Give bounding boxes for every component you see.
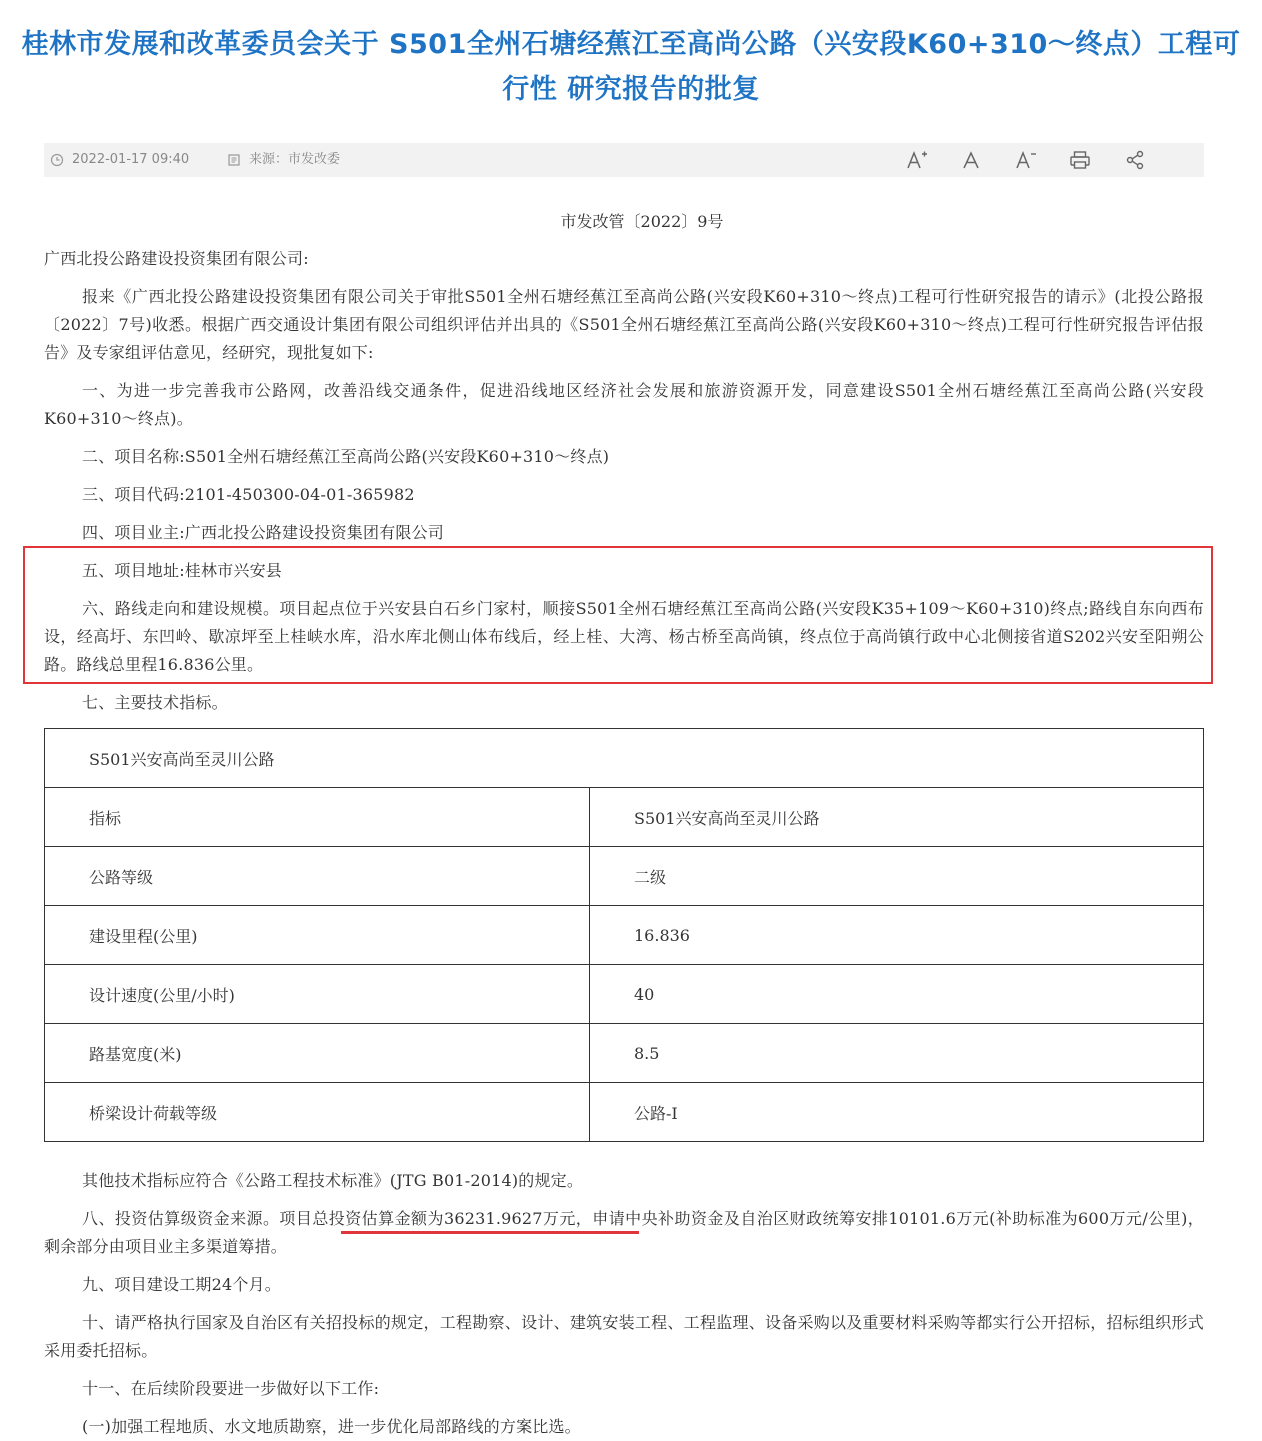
standards-paragraph: 其他技术指标应符合《公路工程技术标准》(JTG B01-2014)的规定。: [82, 1171, 584, 1190]
table-cell: 公路等级: [45, 847, 590, 906]
font-smaller-icon: [1014, 149, 1038, 171]
paragraph-11-1: (一)加强工程地质、水文地质勘察，进一步优化局部路线的方案比选。: [82, 1417, 581, 1436]
paragraph-6: 六、路线走向和建设规模。项目起点位于兴安县白石乡门家村，顺接S501全州石塘经蕉江至高尚公路(兴安段K35+109～K60+310)终点;路线自东向西布设，经高圩、东凹岭、歇凉坪至上桂峡水库，沿水库北侧山体布线后，经上桂、大湾、杨古桥至高尚镇，终点位于高尚镇行政中心北侧接省道S202兴安至阳朔公路。路线总里程16.836公里。: [44, 599, 1204, 674]
paragraph-3: 三、项目代码:2101-450300-04-01-365982: [82, 485, 415, 504]
document-number: 市发改管〔2022〕9号: [560, 212, 724, 231]
table-cell: 设计速度(公里/小时): [45, 965, 590, 1024]
table-cell: 桥梁设计荷载等级: [45, 1083, 590, 1142]
table-row: [45, 1083, 1204, 1142]
paragraph-7: 七、主要技术指标。: [82, 693, 228, 712]
font-larger-button[interactable]: [903, 147, 931, 173]
share-button[interactable]: [1121, 147, 1149, 173]
font-larger-icon: [905, 149, 929, 171]
table-cell: 建设里程(公里): [45, 906, 590, 965]
table-row: [45, 906, 1204, 965]
table-caption-row: [45, 729, 1204, 788]
table-cell: S501兴安高尚至灵川公路: [590, 788, 1204, 847]
article-source: [227, 143, 340, 177]
table-cell: 路基宽度(米): [45, 1024, 590, 1083]
font-smaller-button[interactable]: [1012, 147, 1040, 173]
table-cell: 公路-Ⅰ: [590, 1083, 1204, 1142]
paragraph-5: 五、项目地址:桂林市兴安县: [82, 561, 282, 580]
paragraph-10: 十、请严格执行国家及自治区有关招投标的规定，工程勘察、设计、建筑安装工程、工程监理、设备采购以及重要材料采购等都实行公开招标，招标组织形式采用委托招标。: [44, 1313, 1204, 1360]
table-cell: 二级: [590, 847, 1204, 906]
article-title: 桂林市发展和改革委员会关于 S501全州石塘经蕉江至高尚公路（兴安段K60+310～终点）工程可行性 研究报告的批复: [21, 29, 1241, 105]
printer-icon: [1069, 150, 1091, 170]
article-source-text: 来源：市发改委: [249, 152, 341, 167]
paragraph-1: 一、为进一步完善我市公路网，改善沿线交通条件，促进沿线地区经济社会发展和旅游资源开发，同意建设S501全州石塘经蕉江至高尚公路(兴安段K60+310～终点)。: [44, 381, 1204, 428]
font-normal-icon: [960, 149, 982, 171]
paragraph-2: 二、项目名称:S501全州石塘经蕉江至高尚公路(兴安段K60+310～终点): [82, 447, 610, 466]
print-button[interactable]: [1066, 147, 1094, 173]
document-body-top: [44, 245, 1204, 717]
font-normal-button[interactable]: [957, 147, 985, 173]
paragraph-9: 九、项目建设工期24个月。: [82, 1275, 281, 1294]
paragraph-11: 十一、在后续阶段要进一步做好以下工作:: [82, 1379, 380, 1398]
publish-date: [50, 143, 189, 177]
document-icon: [227, 153, 241, 167]
document-body-bottom: [44, 1167, 1204, 1441]
table-row: [45, 847, 1204, 906]
table-cell: 16.836: [590, 906, 1204, 965]
salutation: 广西北投公路建设投资集团有限公司:: [44, 249, 309, 268]
share-icon: [1125, 150, 1145, 170]
paragraph-8: 八、投资估算级资金来源。项目总投资估算金额为36231.9627万元，申请中央补助资金及自治区财政统筹安排10101.6万元(补助标准为600万元/公里)，剩余部分由项目业主多渠道筹措。: [44, 1209, 1204, 1256]
table-row: [45, 965, 1204, 1024]
article-meta-bar: [44, 143, 1204, 177]
table-caption: S501兴安高尚至灵川公路: [45, 729, 1204, 788]
table-row: [45, 788, 1204, 847]
table-cell: 40: [590, 965, 1204, 1024]
investment-underline: [341, 1231, 639, 1234]
paragraph-4: 四、项目业主:广西北投公路建设投资集团有限公司: [82, 523, 444, 542]
intro-paragraph: 报来《广西北投公路建设投资集团有限公司关于审批S501全州石塘经蕉江至高尚公路(兴安段K60+310～终点)工程可行性研究报告的请示》(北投公路报〔2022〕7号)收悉。根据广西交通设计集团有限公司组织评估并出具的《S501全州石塘经蕉江至高尚公路(兴安段K60+310～终点)工程可行性研究报告评估报告》及专家组评估意见，经研究，现批复如下:: [44, 287, 1205, 362]
table-cell: 指标: [45, 788, 590, 847]
table-row: [45, 1024, 1204, 1083]
table-cell: 8.5: [590, 1024, 1204, 1083]
publish-date-text: 2022-01-17 09:40: [72, 152, 190, 167]
clock-icon: [50, 153, 64, 167]
tech-spec-table: [44, 728, 1204, 1142]
